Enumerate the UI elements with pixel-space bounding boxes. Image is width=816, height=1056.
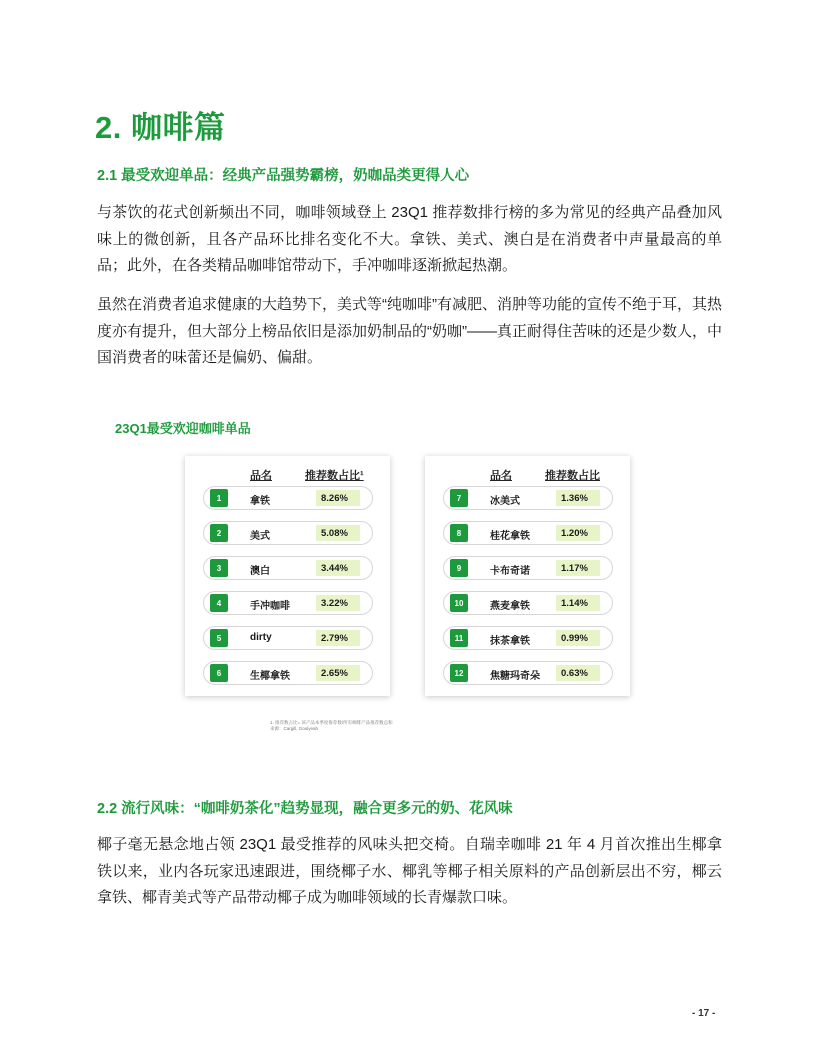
- product-name: 卡布奇诺: [490, 566, 530, 577]
- rank-badge: 7: [450, 489, 468, 507]
- recommend-share: 3.22%: [316, 595, 360, 611]
- ranking-row: [203, 486, 373, 510]
- recommend-share: 5.08%: [316, 525, 360, 541]
- ranking-row: [443, 556, 613, 580]
- rank-badge: 6: [210, 664, 228, 682]
- recommend-share: 1.36%: [556, 490, 600, 506]
- footnote-source: 来源：Cargill, Goulyeah: [270, 726, 319, 731]
- product-name: 抹茶拿铁: [490, 636, 530, 647]
- recommend-share: 0.99%: [556, 630, 600, 646]
- recommend-share: 1.20%: [556, 525, 600, 541]
- rank-badge: 4: [210, 594, 228, 612]
- paragraph-2-2: 椰子毫无悬念地占领 23Q1 最受推荐的风味头把交椅。自瑞幸咖啡 21 年 4 月首次推出生椰拿铁以来，业内各玩家迅速跟进，围绕椰子水、椰乳等椰子相关原料的产品创新层出不穷，椰云拿铁、椰青美式等产品带动椰子成为咖啡领域的长青爆款口味。: [97, 836, 722, 906]
- recommend-share: 2.65%: [316, 665, 360, 681]
- chart-footnote: [270, 720, 393, 732]
- header-product-name: 品名: [490, 470, 512, 482]
- recommend-share: 2.79%: [316, 630, 360, 646]
- ranking-row: [203, 626, 373, 650]
- recommend-share: 3.44%: [316, 560, 360, 576]
- rank-badge: 12: [450, 664, 468, 682]
- ranking-row: [443, 661, 613, 685]
- product-name: 生椰拿铁: [250, 671, 290, 682]
- footnote-definition: 1. 推荐数占比= 该产品本季度推荐数/所有咖啡产品推荐数总和: [270, 720, 393, 725]
- header-recommend-share: 推荐数占比¹: [305, 470, 364, 482]
- rank-badge: 8: [450, 524, 468, 542]
- rank-badge: 9: [450, 559, 468, 577]
- paragraph-2-1-a: 与茶饮的花式创新频出不同，咖啡领域登上 23Q1 推荐数排行榜的多为常见的经典产品叠加风味上的微创新，且各产品环比排名变化不大。拿铁、美式、澳白是在消费者中声量最高的单品；此外，在各类精品咖啡馆带动下，手冲咖啡逐渐掀起热潮。: [97, 204, 722, 274]
- section-heading-2-1: 2.1 最受欢迎单品：经典产品强势霸榜，奶咖品类更得人心: [97, 168, 470, 184]
- product-name: 冰美式: [490, 496, 520, 507]
- ranking-panel-left: [185, 456, 390, 696]
- page-title: 2. 咖啡篇: [95, 110, 226, 145]
- header-product-name: 品名: [250, 470, 272, 482]
- product-name: 美式: [250, 531, 270, 542]
- recommend-share: 1.14%: [556, 595, 600, 611]
- ranking-row: [443, 521, 613, 545]
- header-recommend-share: 推荐数占比: [545, 470, 600, 482]
- recommend-share: 1.17%: [556, 560, 600, 576]
- rank-badge: 11: [450, 629, 468, 647]
- product-name: 焦糖玛奇朵: [490, 671, 540, 682]
- ranking-row: [203, 521, 373, 545]
- chart-title: 23Q1最受欢迎咖啡单品: [115, 421, 251, 436]
- ranking-row: [203, 591, 373, 615]
- product-name: 手冲咖啡: [250, 601, 290, 612]
- ranking-row: [443, 486, 613, 510]
- ranking-row: [203, 556, 373, 580]
- rank-badge: 3: [210, 559, 228, 577]
- paragraph-2-1-b: 虽然在消费者追求健康的大趋势下，美式等“纯咖啡”有减肥、消肿等功能的宣传不绝于耳，其热度亦有提升，但大部分上榜品依旧是添加奶制品的“奶咖”——真正耐得住苦味的还是少数人，中国消费者的味蕾还是偏奶、偏甜。: [97, 296, 722, 366]
- page-number: - 17 -: [692, 1008, 716, 1019]
- rank-badge: 2: [210, 524, 228, 542]
- rank-badge: 5: [210, 629, 228, 647]
- rank-badge: 1: [210, 489, 228, 507]
- rank-badge: 10: [450, 594, 468, 612]
- product-name: 燕麦拿铁: [490, 601, 530, 612]
- recommend-share: 8.26%: [316, 490, 360, 506]
- ranking-row: [203, 661, 373, 685]
- ranking-row: [443, 591, 613, 615]
- recommend-share: 0.63%: [556, 665, 600, 681]
- product-name: dirty: [250, 632, 272, 643]
- product-name: 澳白: [250, 566, 270, 577]
- section-heading-2-2: 2.2 流行风味：“咖啡奶茶化”趋势显现，融合更多元的奶、花风味: [97, 801, 513, 817]
- product-name: 桂花拿铁: [490, 531, 530, 542]
- product-name: 拿铁: [250, 496, 270, 507]
- ranking-row: [443, 626, 613, 650]
- ranking-panel-right: [425, 456, 630, 696]
